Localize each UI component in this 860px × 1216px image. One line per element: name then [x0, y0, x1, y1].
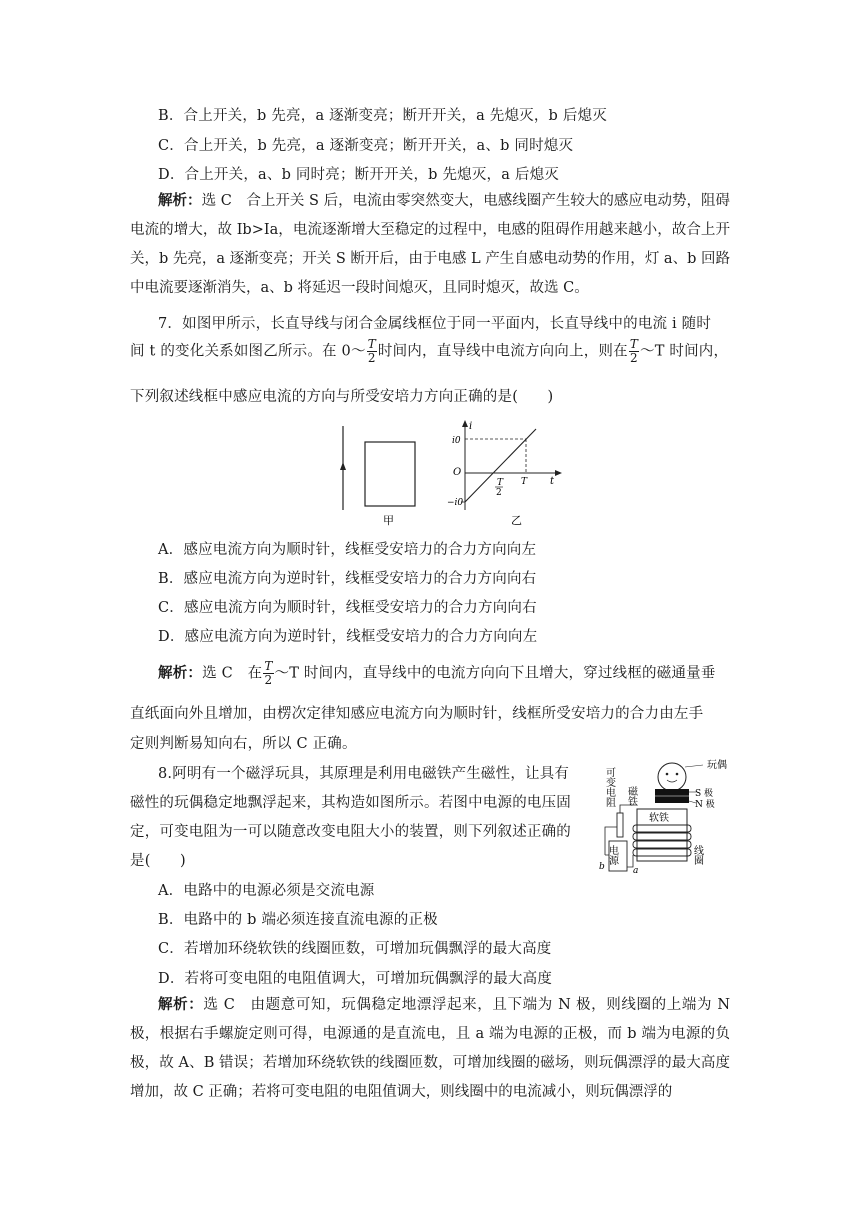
q8-stem-line4: 是( )	[130, 853, 186, 869]
i0-label: i0	[452, 436, 461, 446]
fraction-t-half: $\frac{T}{2}$	[629, 337, 639, 365]
q7-option-c: C．感应电流方向为顺时针，线框受安培力的合力方向向右	[158, 600, 537, 616]
coil	[633, 825, 691, 856]
q7-stem-part: 间 t 的变化关系如图乙所示。在 0～	[130, 343, 366, 360]
q8-option-c: C．若增加环绕软铁的线圈匝数，可增加玩偶飘浮的最大高度	[158, 941, 552, 957]
coil-label: 线圈	[691, 845, 703, 865]
q6-option-b: B．合上开关，b 先亮，a 逐渐变亮；断开开关，a 先熄灭，b 后熄灭	[158, 108, 607, 124]
t-half-num: T	[497, 478, 504, 488]
q7-option-a: A．感应电流方向为顺时针，线框受安培力的合力方向向左	[158, 542, 537, 558]
terminal-b-label: b	[599, 862, 605, 872]
axis-t-label: t	[550, 476, 555, 487]
wire-arrow-icon	[340, 462, 346, 470]
q7-stem-line3: 下列叙述线框中感应电流的方向与所受安培力方向正确的是( )	[130, 389, 554, 405]
t-half-den: 2	[496, 488, 502, 498]
s-pole-label: S 极	[695, 789, 714, 799]
q7-stem-line2	[130, 338, 728, 365]
magnet-label: 磁铁	[625, 786, 637, 806]
q8-stem-line3: 定，可变电阻为一可以随意改变电阻大小的装置，则下列叙述正确的	[130, 824, 571, 840]
q7-option-d: D．感应电流方向为逆时针，线框受安培力的合力方向向左	[158, 629, 538, 645]
neg-i0-label: −i0	[447, 498, 464, 508]
analysis-label: 解析：	[158, 996, 204, 1013]
fraction-t-half: $\frac{T}{2}$	[264, 659, 273, 687]
origin-label: O	[453, 467, 462, 478]
q8-stem-line1: 8.阿明有一个磁浮玩具，其原理是利用电磁铁产生磁性，让具有	[158, 766, 570, 782]
n-pole-label: N 极	[695, 800, 715, 810]
label-yi: 乙	[511, 514, 522, 527]
fraction-t-half: $\frac{T}{2}$	[367, 337, 376, 365]
q7-analysis-line2: 直纸面向外且增加，由楞次定律知感应电流方向为顺时针，线框所受安培力的合力由左手	[130, 706, 704, 722]
q7-analysis-line1	[158, 660, 716, 687]
soft-iron-label: 软铁	[649, 813, 669, 824]
metal-frame	[365, 442, 415, 506]
analysis-text: 选 C 合上开关 S 后，电流由零突然变大，电感线圈产生较大的感应电动势，阻碍电流的增大，故 Ib>Ia，电流逐渐增大至稳定的过程中，电感的阻碍作用越来越小，故合上开关，b 先亮，a 逐渐变亮；开关 S 断开后，由于电感 L 产生自感电动势的作用，灯 a、b 回路中电流要逐渐消失，a、b 将延迟一段时间熄灭，且同时熄灭，故选 C。	[130, 193, 731, 296]
analysis-text: ～T 时间内，直导线中的电流方向向下且增大，穿过线框的磁通量垂	[274, 665, 716, 682]
doll-head	[658, 763, 686, 791]
variable-resistor	[617, 813, 623, 837]
power-label: 电源	[606, 845, 618, 865]
q8-stem-line2: 磁性的玩偶稳定地飘浮起来，其构造如图所示。若图中电源的电压固	[130, 795, 571, 811]
q8-option-a: A．电路中的电源必须是交流电源	[158, 883, 375, 899]
q8-option-d: D．若将可变电阻的电阻值调大，可增加玩偶飘浮的最大高度	[158, 971, 553, 987]
figure-8	[597, 755, 747, 875]
q8-option-b: B．电路中的 b 端必须连接直流电源的正极	[158, 912, 438, 928]
q7-stem-part: 时间内，直导线中电流方向向上，则在	[377, 343, 628, 360]
figure-7	[335, 418, 565, 528]
q6-analysis	[130, 186, 730, 303]
axis-i-label: i	[469, 421, 473, 432]
label-jia: 甲	[383, 514, 394, 527]
q7-option-b: B．感应电流方向为逆时针，线框受安培力的合力方向向右	[158, 571, 537, 587]
q7-stem-part: ～T 时间内，	[640, 343, 729, 360]
doll-label: 玩偶	[707, 760, 727, 771]
terminal-a-label: a	[633, 866, 639, 875]
analysis-label: 解析：	[158, 192, 202, 209]
analysis-label: 解析：	[158, 664, 203, 682]
variable-resistor-label: 可变电阻	[603, 767, 615, 807]
x-axis-arrow-icon	[555, 470, 562, 476]
q6-option-d: D．合上开关，a、b 同时亮；断开开关，b 先熄灭，a 后熄灭	[158, 167, 560, 183]
q8-analysis	[130, 990, 730, 1107]
t-full-label: T	[521, 477, 528, 487]
y-axis-arrow-icon	[462, 420, 468, 427]
q7-stem-line1: 7．如图甲所示，长直导线与闭合金属线框位于同一平面内，长直导线中的电流 i 随时	[158, 316, 712, 332]
analysis-text: 选 C 由题意可知，玩偶稳定地漂浮起来，且下端为 N 极，则线圈的上端为 N 极，根据右手螺旋定则可得，电源通的是直流电，且 a 端为电源的正极，而 b 端为电源的负极，故 A、B 错误；若增加环绕软铁的线圈匝数，可增加线圈的磁场，则玩偶漂浮的最大高度增加，故 C 正确；若将可变电阻的电阻值调大，则线圈中的电流减小，则玩偶漂浮的	[130, 997, 731, 1100]
analysis-text: 选 C 在	[202, 665, 263, 682]
q7-analysis-line3: 定则判断易知向右，所以 C 正确。	[130, 736, 357, 752]
q6-option-c: C．合上开关，b 先亮，a 逐渐变亮；断开开关，a、b 同时熄灭	[158, 138, 574, 154]
